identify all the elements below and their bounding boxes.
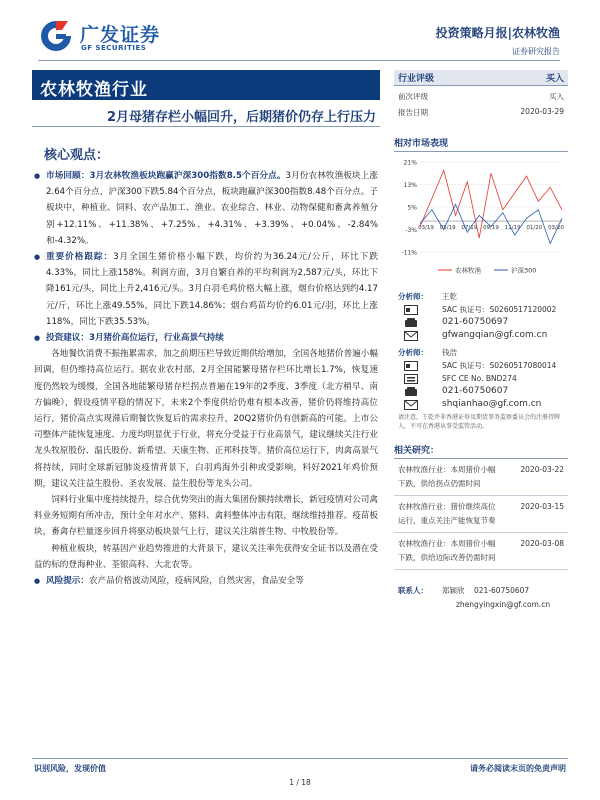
footer-slogan: 识别风险，发现价值: [34, 764, 106, 773]
contact-email[interactable]: zhengyingxin@gf.com.cn: [456, 600, 551, 609]
analyst-email[interactable]: shqianhao@gf.com.cn: [442, 399, 542, 409]
analyst-cert: SAC 执证号：S0260517120002: [442, 305, 557, 314]
contact-email-row: [394, 598, 568, 612]
related-date: 2020-03-08: [520, 539, 564, 548]
prev-rating-label: 前次评级: [398, 92, 428, 101]
sector-banner: 农林牧渔行业: [32, 70, 380, 100]
badge-icon: [404, 374, 418, 384]
chart-section-title: 相对市场表现: [394, 136, 568, 152]
sidebar: [394, 70, 568, 612]
header-divider: [38, 60, 560, 61]
contact-row: [394, 584, 568, 598]
key-points-title: 核心观点：: [44, 148, 110, 163]
analyst-email-row: [394, 398, 568, 411]
y-tick-label: 21%: [403, 159, 417, 167]
investment-para-3: 种植业板块，转基因产业趋势推进的大背景下，建议关注率先获得安全证书以及潜在受益的标的登海种业、荃银高科、大北农等。: [34, 543, 378, 570]
price-tracking-text: 3月全国生猪价格小幅下跌，均价约为36.24元/公斤，环比下跌4.33%，同比上涨158%。利润方面，3月自繁自养的平均利润为2,587元/头，环比下降161元/头，同比上升2,416元/头。3月白羽毛鸡价格大幅上涨，烟台价格达到约4.17元/斤，环比上涨49.55%，同比下跌14.86%；烟台鸡苗均价约6.01元/羽，环比上涨118%，同比下跌35.53%。: [46, 252, 378, 327]
rating-label: 行业评级: [398, 74, 435, 84]
analyst-phone: 021-60750697: [442, 317, 509, 327]
phone-icon: [404, 318, 418, 328]
analyst-cert-row: [394, 359, 568, 372]
relative-performance-chart: [394, 152, 568, 284]
market-review-heading: 市场回顾：3月农林牧渔板块跑赢沪深300指数8.5个百分点。: [46, 171, 286, 181]
price-tracking-heading: 重要价格跟踪：: [46, 252, 114, 263]
report-date-label: 报告日期: [398, 108, 428, 117]
analyst-phone: 021-60750607: [442, 386, 509, 396]
y-tick-label: 13%: [403, 182, 417, 189]
logo-text-en: GF SECURITIES: [81, 44, 147, 52]
page-number: 1 / 18: [289, 778, 311, 787]
related-item-1[interactable]: [394, 459, 568, 496]
related-title: 相关研究：: [394, 443, 568, 459]
logo-text-cn: 广发证券: [80, 24, 161, 46]
analyst-email-row: [394, 329, 568, 342]
report-date-row: [394, 102, 568, 118]
contact-name: 郑颖欣: [442, 586, 465, 595]
x-tick-label: 09/19: [483, 225, 499, 232]
related-date: 2020-03-22: [520, 465, 564, 474]
y-tick-label: -3%: [405, 227, 417, 234]
market-review-bullet: [34, 168, 378, 249]
related-title-line2: 下跌，供给拐点仍需时间: [398, 479, 481, 488]
x-tick-label: 03/20: [548, 225, 564, 232]
related-title-line: 农林牧渔行业：本周猪价小幅: [398, 465, 496, 474]
analyst-block-2: [394, 346, 568, 411]
x-tick-label: 11/19: [504, 225, 521, 232]
y-tick-label: -11%: [401, 249, 417, 257]
investment-advice-heading: 投资建议：3月猪价高位运行，行业高景气持续: [46, 333, 224, 344]
prev-rating-row: [394, 86, 568, 102]
email-icon: [404, 400, 418, 410]
analyst-email[interactable]: gfwangqian@gf.com.cn: [442, 330, 548, 340]
analyst-block-1: [394, 290, 568, 342]
risk-heading: 风险提示：: [46, 576, 89, 587]
x-tick-label: 07/19: [461, 225, 478, 232]
price-tracking-bullet: [34, 249, 378, 330]
subtitle-divider: [32, 126, 380, 127]
y-tick-label: 5%: [407, 204, 417, 212]
analyst-name: 钱浩: [442, 348, 457, 357]
analyst-sfc-row: [394, 372, 568, 385]
x-tick-label: 05/19: [439, 225, 456, 232]
footer-divider: [32, 758, 568, 759]
chart-svg: [394, 152, 568, 284]
investment-advice-bullet: [34, 330, 378, 346]
related-title-line: 农林牧渔行业：猪价继续高位: [398, 502, 496, 511]
risk-text: 农产品价格波动风险，疫病风险，自然灾害，食品安全等: [88, 576, 304, 587]
rating-value: 买入: [545, 74, 564, 84]
analyst-sfc: SFC CE No. BND274: [442, 374, 517, 383]
analyst-label: 分析师：: [398, 292, 428, 301]
id-card-icon: [404, 305, 418, 315]
analyst-name-row: [394, 346, 568, 359]
main-content: [34, 168, 378, 589]
report-date-value: 2020-03-29: [520, 107, 564, 116]
investment-para-1: 各地餐饮消费不振拖累需求，加之前期压栏导致近期供给增加，全国各地猪价普遍小幅回调，但仍维持高位运行。据农业农村部，2月全国能繁母猪存栏环比增长1.7%，恢复速度仍然较为缓慢，全国各地能繁母猪存栏拐点普遍在19年的2季度、3季度（北方稍早、南方偏晚），假设疫情平稳的情况下，未来2个季度供给仍难有根本改善，猪价仍将维持高位运行，猪价高点实现滞后期餐饮恢复后的需求拉升，20Q2猪价仍有创新高的可能。上市公司整体产能恢复速度、力度均明显优于行业，将充分受益于行业高景气，建议继续关注行业龙头牧原股份、温氏股份、新希望、天康生物、正邦科技等。猪价高位运行下，肉禽高景气将持续，同时全球新冠肺炎疫情背景下，白羽鸡海外引种或受影响，料好2021年鸡价预期，建议关注益生股份、圣农发展、益生股份等龙头公司。: [34, 349, 378, 489]
contact-label: 联系人：: [398, 586, 428, 595]
legend-label: 农林牧渔: [455, 266, 481, 275]
related-title-line2: 下跌，供给边际改善仍需时间: [398, 553, 496, 562]
x-tick-label: 03/19: [418, 225, 434, 232]
disclaimer-note: 请注意，王乾并非香港证券及期货事务监察委员会的注册持牌人，不可在香港从事受监管活动。: [398, 414, 561, 430]
x-tick-label: 01/20: [526, 225, 543, 232]
related-title-line: 农林牧渔行业：本周猪价小幅: [398, 539, 496, 548]
analyst-cert: SAC 执证号：S0260517080014: [442, 361, 557, 370]
investment-para-2: 饲料行业集中度持续提升，综合优势突出的海大集团份额持续增长，新冠疫情对公司禽料业务短期有所冲击，预计全年对水产、猪料、禽料整体冲击有限，继续维持推荐。疫苗板块，畜禽存栏量逐步回升将驱动板块景气上行，建议关注瑞普生物、中牧股份等。: [34, 495, 378, 538]
analyst-name: 王乾: [442, 292, 457, 301]
footer-disclaimer: 请务必阅读末页的免责声明: [470, 764, 566, 773]
related-item-3[interactable]: [394, 533, 568, 570]
related-item-2[interactable]: [394, 496, 568, 533]
prev-rating-value: 买入: [549, 92, 564, 101]
analyst-name-row: [394, 290, 568, 303]
phone-icon: [404, 387, 418, 397]
legend-label: 沪深300: [511, 266, 537, 275]
contact-phone: 021-60750607: [474, 586, 530, 595]
market-review-text: 3月份农林牧渔板块上涨2.64个百分点，沪深300下跌5.84个百分点，板块跑赢沪深300指数8.48个百分点。子板块中，种植业、饲料、农产品加工、渔业、农业综合、林业、动物保健和畜禽养殖分别+12.11%、+11.38%、+7.25%、+4.31%、+3.39%、+0.04%、-2.84%和-4.32%。: [46, 171, 378, 246]
email-icon: [404, 331, 418, 341]
analyst-phone-row: [394, 316, 568, 329]
company-logo: [38, 18, 168, 56]
related-title-line2: 运行，重点关注产能恢复节奏: [398, 516, 496, 525]
analyst-label: 分析师：: [398, 348, 428, 357]
series-line-2: [420, 204, 562, 243]
report-subtitle: 2月母猪存栏小幅回升，后期猪价仍存上行压力: [106, 110, 376, 125]
id-card-icon: [404, 361, 418, 371]
risk-bullet: [34, 573, 378, 589]
gf-logo-icon: [38, 18, 74, 54]
report-sub: 证券研究报告: [512, 47, 560, 56]
analyst-cert-row: [394, 303, 568, 316]
related-date: 2020-03-15: [520, 502, 564, 511]
report-type-header: [436, 24, 560, 57]
rating-bar: [394, 70, 568, 86]
report-type: 投资策略月报|农林牧渔: [435, 26, 560, 40]
analyst-phone-row: [394, 385, 568, 398]
